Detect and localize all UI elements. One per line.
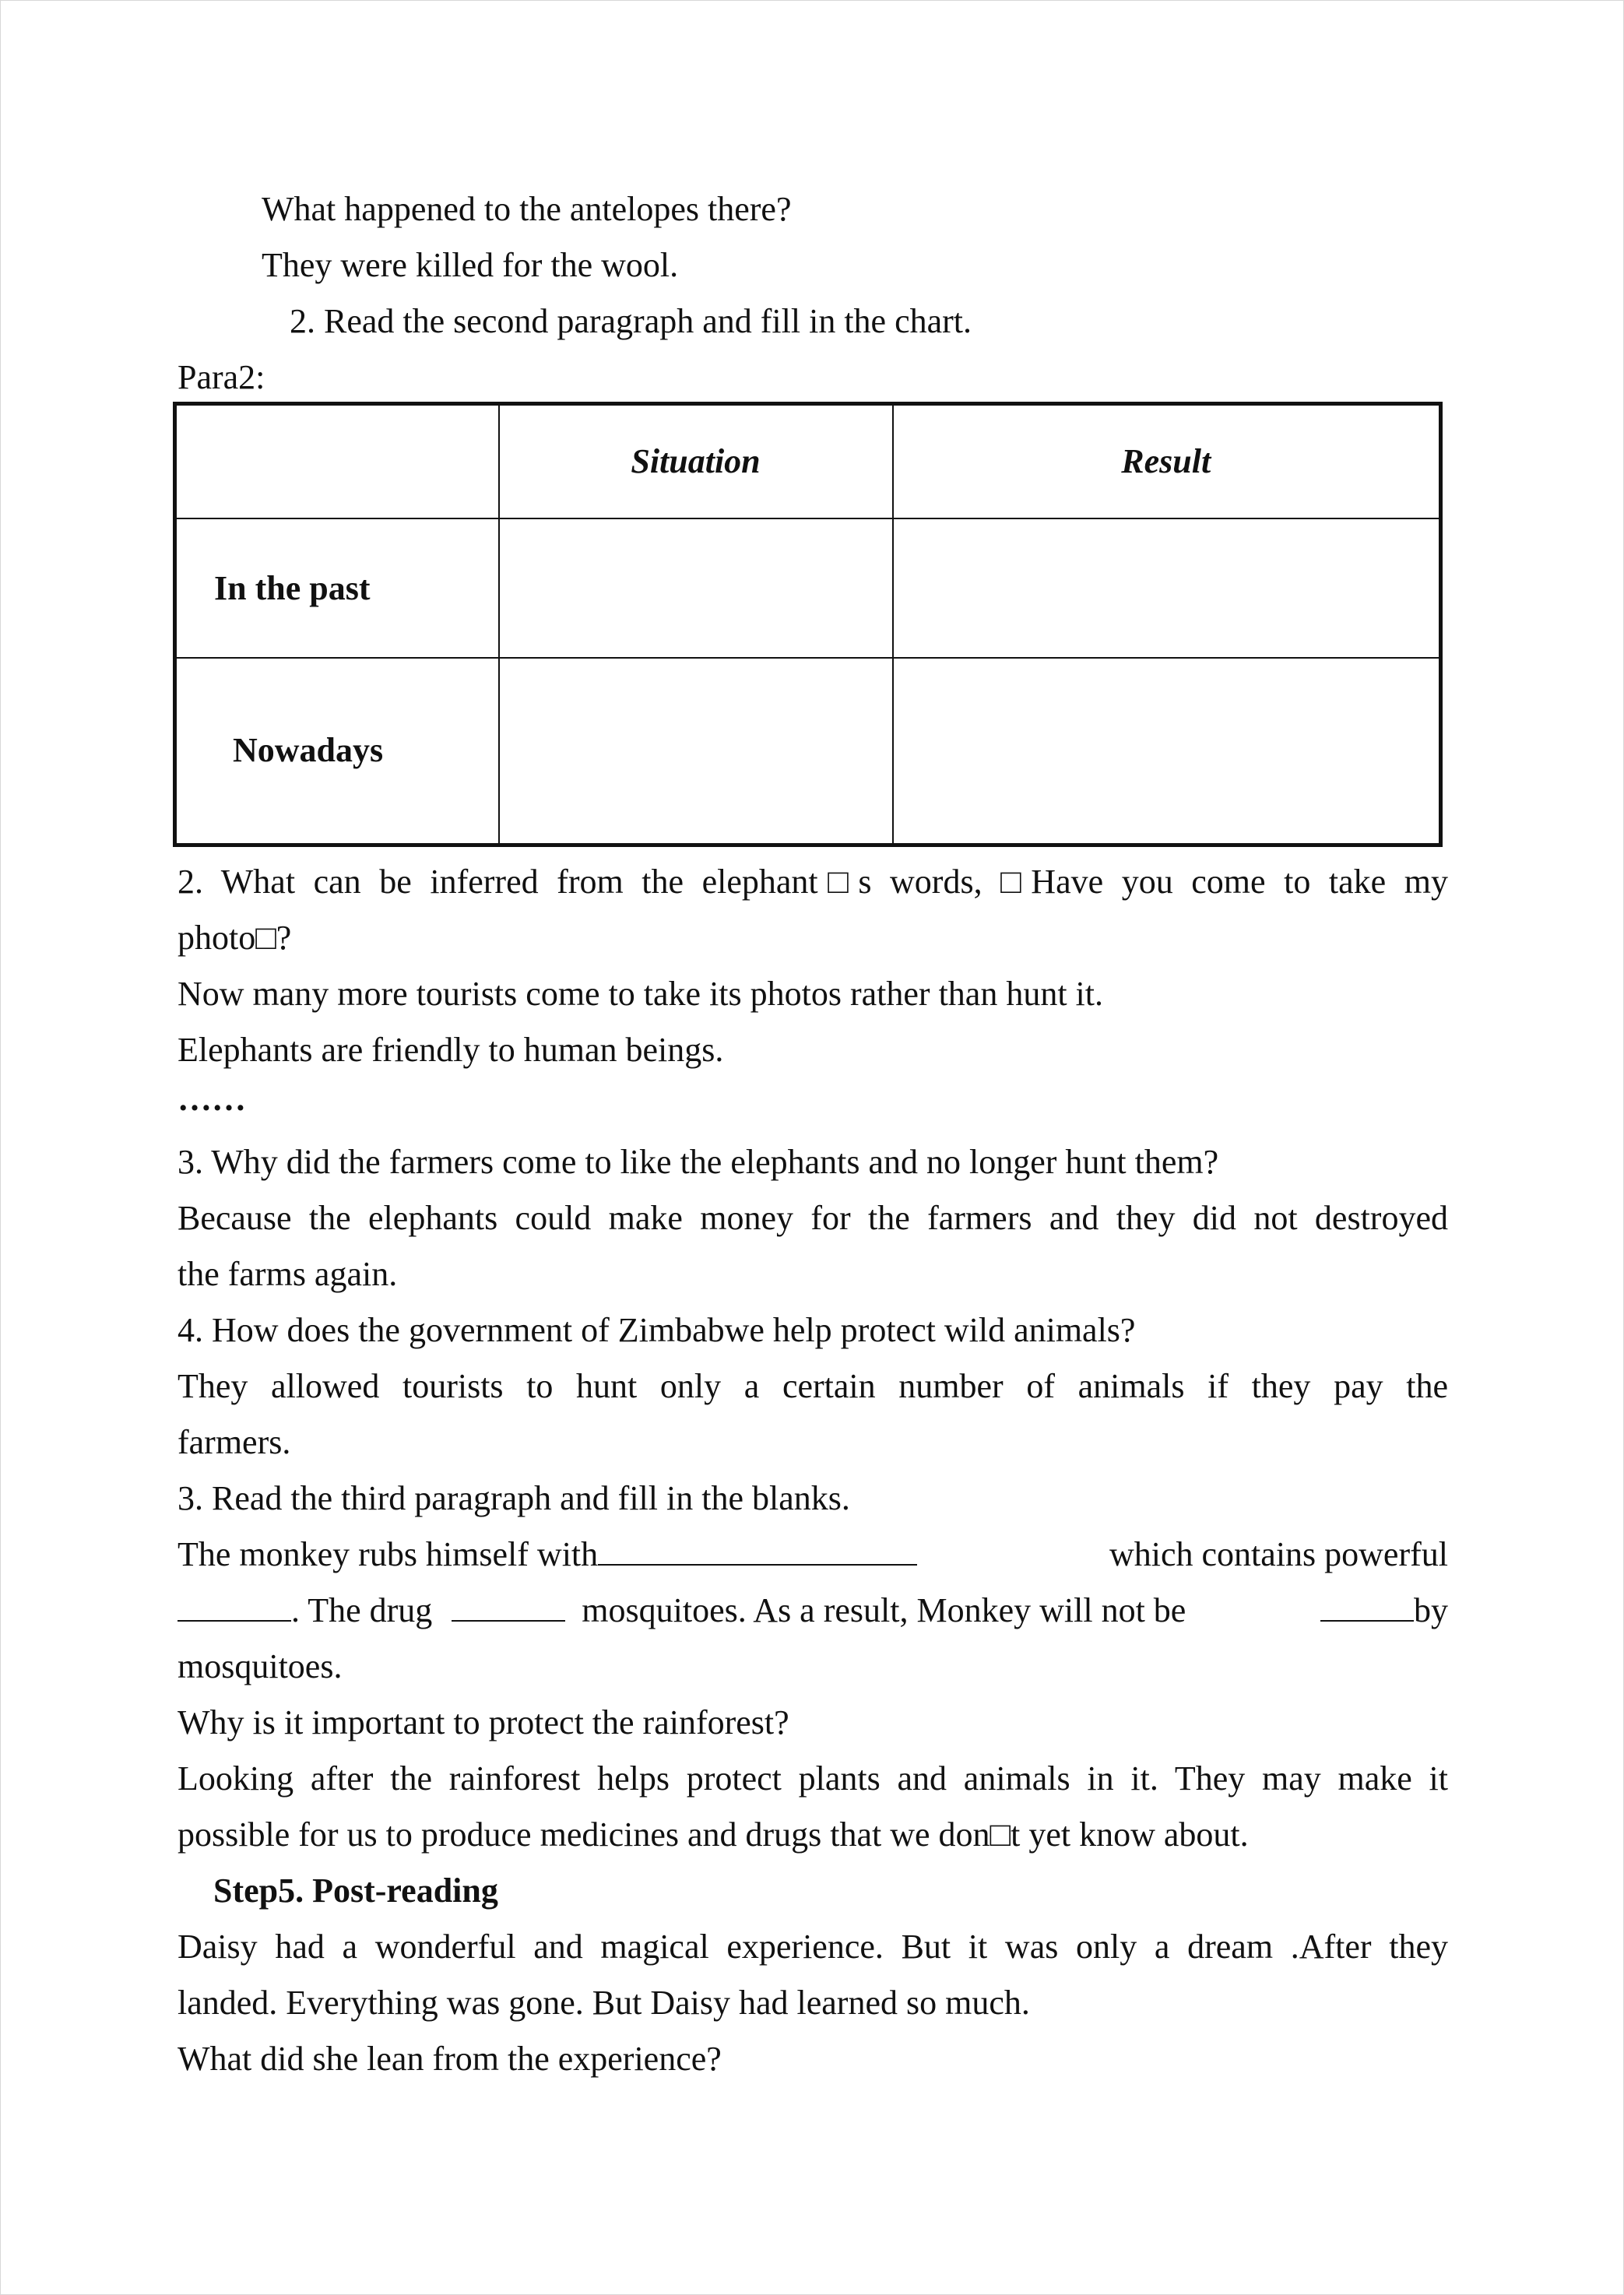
- fill-blank-line1: [178, 1527, 1448, 1583]
- rainforest-question: Why is it important to protect the rainforest?: [178, 1703, 789, 1741]
- fill-blank-line2: [178, 1583, 1448, 1639]
- cell-nowadays-result[interactable]: [893, 658, 1441, 845]
- answer-3-line1: Because the elephants could make money for the farmers and they did not destroyed: [178, 1199, 1448, 1237]
- row-label-nowadays: Nowadays: [175, 658, 499, 845]
- answer-antelopes: They were killed for the wool.: [262, 246, 679, 284]
- header-situation: Situation: [499, 404, 893, 519]
- post-reading-para-line2: landed. Everything was gone. But Daisy had learned so much.: [178, 1984, 1030, 2022]
- blank-drug-effect[interactable]: [452, 1592, 565, 1622]
- question-2-option1: Now many more tourists come to take its photos rather than hunt it.: [178, 975, 1104, 1013]
- task-3-instruction: 3. Read the third paragraph and fill in the blanks.: [178, 1479, 850, 1517]
- question-2-line2: photo□?: [178, 919, 292, 957]
- rainforest-answer-line2: possible for us to produce medicines and drugs that we don□t yet know about.: [178, 1815, 1249, 1854]
- question-antelopes: What happened to the antelopes there?: [262, 190, 792, 228]
- post-reading-question: What did she lean from the experience?: [178, 2040, 722, 2078]
- answer-3-line2: the farms again.: [178, 1255, 398, 1293]
- fill-blank-line3: mosquitoes.: [178, 1647, 343, 1685]
- step5-heading: Step5. Post-reading: [213, 1871, 498, 1910]
- task-2-instruction: 2. Read the second paragraph and fill in the chart.: [290, 302, 972, 340]
- blank-drug-type[interactable]: [178, 1592, 291, 1622]
- row-label-past: In the past: [175, 518, 499, 657]
- cell-nowadays-situation[interactable]: [499, 658, 893, 845]
- answer-4-line1: They allowed tourists to hunt only a certain number of animals if they pay the: [178, 1367, 1448, 1405]
- table-row: [175, 658, 1441, 845]
- blank-text: . The drug: [291, 1591, 433, 1629]
- table-header-row: [175, 404, 1441, 519]
- question-3: 3. Why did the farmers come to like the elephants and no longer hunt them?: [178, 1143, 1219, 1181]
- table-row: [175, 518, 1441, 657]
- fill-blank-line2-end: [1320, 1583, 1448, 1639]
- cell-past-situation[interactable]: [499, 518, 893, 657]
- question-4: 4. How does the government of Zimbabwe help protect wild animals?: [178, 1311, 1136, 1349]
- blank-text: by: [1414, 1591, 1448, 1629]
- blank-ointment[interactable]: [598, 1536, 917, 1566]
- ellipsis: ……: [178, 1080, 246, 1118]
- answer-4-line2: farmers.: [178, 1423, 291, 1461]
- para-label: Para2:: [178, 358, 265, 396]
- cell-past-result[interactable]: [893, 518, 1441, 657]
- rainforest-answer-line1: Looking after the rainforest helps protect plants and animals in it. They may make it: [178, 1759, 1448, 1798]
- post-reading-para-line1: Daisy had a wonderful and magical experience. But it was only a dream .After they: [178, 1928, 1448, 1966]
- para2-chart-table: [173, 402, 1443, 847]
- blank-text: The monkey rubs himself with: [178, 1535, 599, 1573]
- blank-text: mosquitoes. As a result, Monkey will not be: [582, 1591, 1186, 1629]
- blank-text: which contains powerful: [1109, 1535, 1448, 1573]
- question-2-option2: Elephants are friendly to human beings.: [178, 1031, 724, 1069]
- header-blank-cell: [175, 404, 499, 519]
- question-2-line1: 2. What can be inferred from the elephant□s words, □Have you come to take my: [178, 863, 1448, 901]
- blank-bitten[interactable]: [1320, 1592, 1414, 1622]
- header-result: Result: [893, 404, 1441, 519]
